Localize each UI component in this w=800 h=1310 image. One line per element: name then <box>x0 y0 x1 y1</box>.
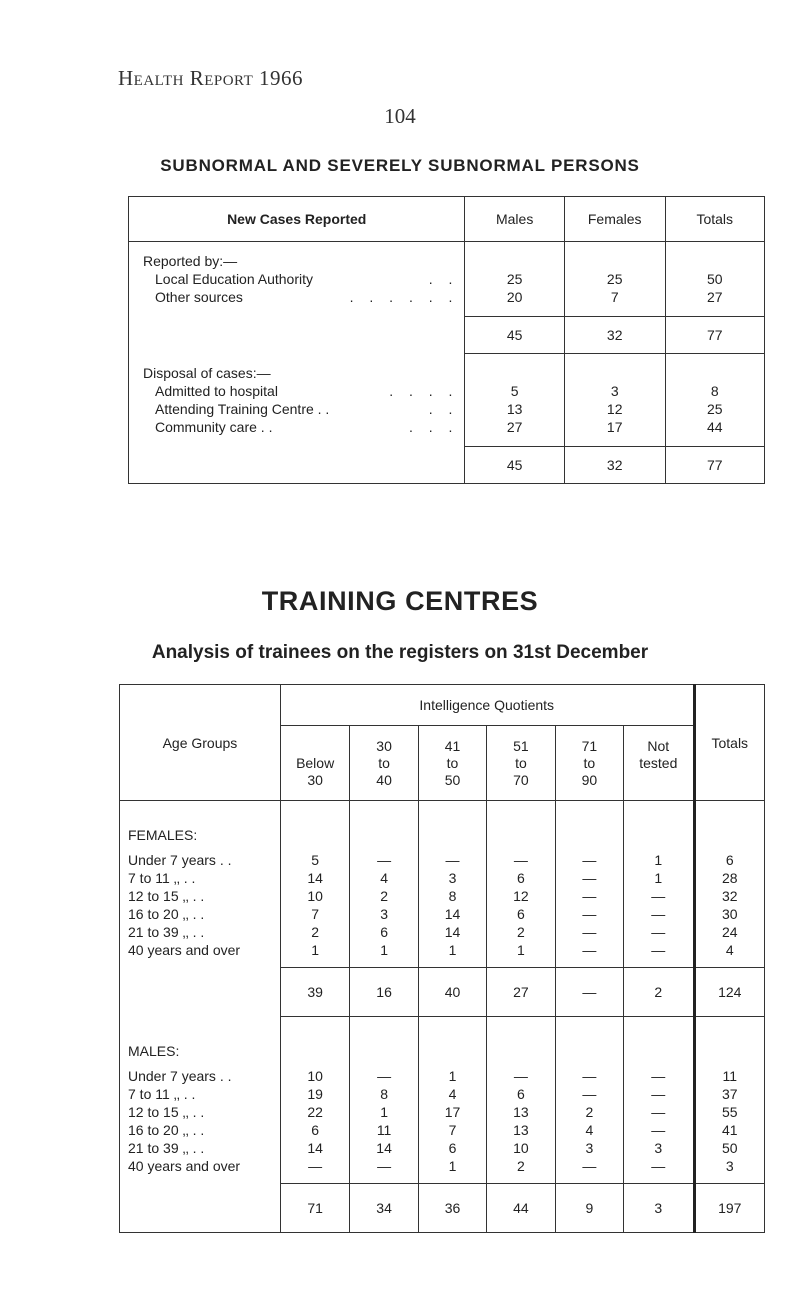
iq-total: 71 <box>280 1184 349 1233</box>
value-cell <box>280 843 349 851</box>
value-cell <box>350 843 418 851</box>
table1-heading: SUBNORMAL AND SEVERELY SUBNORMAL PERSONS <box>160 156 640 175</box>
iq-value: 1 <box>280 941 349 959</box>
iq-value: 2 <box>280 923 349 941</box>
row-total: 28 <box>694 869 764 887</box>
iq-value: 10 <box>280 1067 349 1085</box>
row-total: 3 <box>694 1157 764 1175</box>
females-total: 32 <box>564 317 665 354</box>
page-header: Health Report 1966 <box>118 66 304 90</box>
col-header-males: Males <box>465 197 564 242</box>
row-total: 37 <box>694 1085 764 1103</box>
iq-value: — <box>624 1157 694 1175</box>
iq-total: 39 <box>280 968 349 1017</box>
iq-value: 1 <box>418 1067 486 1085</box>
iq-value: — <box>487 1067 555 1085</box>
training-centres-heading: TRAINING CENTRES <box>261 586 539 616</box>
iq-value: 6 <box>280 1121 349 1139</box>
iq-value: 2 <box>487 923 555 941</box>
iq-value: 4 <box>555 1121 623 1139</box>
iq-value: — <box>555 1157 623 1175</box>
section-label: MALES: <box>120 1017 281 1060</box>
iq-value: 4 <box>350 869 418 887</box>
iq-value: 8 <box>350 1085 418 1103</box>
iq-col-header-line: Below <box>296 754 335 771</box>
row-total: 24 <box>694 923 764 941</box>
iq-col-header-line: 30 <box>307 771 323 788</box>
col-header-females: Females <box>564 197 665 242</box>
value-cell <box>624 1059 694 1067</box>
iq-col-header-line: 70 <box>513 771 529 788</box>
leader-dots: . . . <box>408 419 459 435</box>
table-row <box>120 1139 765 1157</box>
value-cell <box>555 1017 623 1060</box>
females-total: 32 <box>564 447 665 484</box>
iq-col-header-line: to <box>446 754 459 771</box>
iq-total: 44 <box>487 1184 555 1233</box>
value-cell <box>487 1017 555 1060</box>
value-cell <box>350 1175 418 1184</box>
value-cell <box>624 801 694 844</box>
iq-value: 6 <box>350 923 418 941</box>
age-cell <box>120 1059 281 1067</box>
iq-value: — <box>624 1103 694 1121</box>
iq-value: 11 <box>350 1121 418 1139</box>
value-cell <box>280 1175 349 1184</box>
age-group: 16 to 20 ‚‚ . . <box>120 1121 281 1139</box>
age-group: Under 7 years . . <box>120 1067 281 1085</box>
iq-value: 1 <box>624 851 694 869</box>
total-row <box>129 447 765 484</box>
age-cell <box>120 1175 281 1184</box>
age-cell <box>120 959 281 968</box>
iq-total: 3 <box>624 1184 694 1233</box>
iq-col-header-line: 41 <box>444 737 461 754</box>
age-group: 12 to 15 ‚‚ . . <box>120 1103 281 1121</box>
row-total: 11 <box>694 1067 764 1085</box>
leader-dots: . . <box>428 401 459 417</box>
iq-value: 7 <box>280 905 349 923</box>
value-cell <box>555 843 623 851</box>
iq-value: — <box>555 851 623 869</box>
leader-dots: . . . . <box>389 383 459 399</box>
value-cell <box>555 1175 623 1184</box>
total-cell <box>694 1017 764 1060</box>
value-cell <box>555 1059 623 1067</box>
iq-value: 10 <box>280 887 349 905</box>
iq-col-header-line <box>624 772 692 789</box>
iq-value: 19 <box>280 1085 349 1103</box>
age-cell <box>120 968 281 1017</box>
value-cell <box>418 1017 486 1060</box>
iq-value: 2 <box>555 1103 623 1121</box>
total-row <box>129 317 765 354</box>
value-cell <box>487 1059 555 1067</box>
males-total: 45 <box>465 317 564 354</box>
totals-value: 25 <box>706 401 723 417</box>
section-label: FEMALES: <box>120 801 281 844</box>
value-cell <box>487 843 555 851</box>
age-group: 21 to 39 ‚‚ . . <box>120 1139 281 1157</box>
iq-value: 14 <box>350 1139 418 1157</box>
value-cell <box>280 801 349 844</box>
iq-value: 6 <box>418 1139 486 1157</box>
iq-col-header-line <box>281 738 349 755</box>
value-cell <box>624 1175 694 1184</box>
iq-col-header <box>555 726 623 801</box>
row-label: Community care . . <box>155 419 273 435</box>
value-cell <box>487 801 555 844</box>
males-value: 13 <box>465 400 564 418</box>
row-label: Other sources <box>155 289 243 305</box>
iq-value: 5 <box>280 851 349 869</box>
iq-header: Intelligence Quotients <box>280 685 694 726</box>
iq-value: 3 <box>555 1139 623 1157</box>
iq-col-header-line: Not <box>647 737 670 754</box>
value-cell <box>418 1059 486 1067</box>
iq-value: 3 <box>350 905 418 923</box>
iq-value: 1 <box>624 869 694 887</box>
table-row <box>129 400 765 418</box>
value-cell <box>555 959 623 968</box>
iq-col-header-line: 90 <box>581 771 598 788</box>
totals-value: 8 <box>710 383 719 399</box>
row-total: 6 <box>694 851 764 869</box>
iq-value: — <box>555 1067 623 1085</box>
value-cell <box>280 1059 349 1067</box>
age-cell <box>120 1184 281 1233</box>
iq-total: 40 <box>418 968 486 1017</box>
iq-total: 36 <box>418 1184 486 1233</box>
iq-col-header-line: tested <box>639 754 678 771</box>
iq-value: 6 <box>487 1085 555 1103</box>
total-cell <box>694 959 764 968</box>
section-label: Reported by:— <box>129 252 465 270</box>
table-row <box>120 941 765 959</box>
iq-value: 6 <box>487 869 555 887</box>
iq-value: — <box>624 923 694 941</box>
males-value: 20 <box>465 288 564 306</box>
total-row <box>120 968 765 1017</box>
iq-col-header-line: 50 <box>444 771 461 788</box>
table-row <box>129 418 765 436</box>
table-row <box>129 382 765 400</box>
col-header-totals: Totals <box>665 197 764 242</box>
iq-value: — <box>624 905 694 923</box>
males-value: 25 <box>465 270 564 288</box>
iq-col-header-line: 30 <box>376 737 392 754</box>
iq-value: 4 <box>418 1085 486 1103</box>
iq-value: — <box>624 1067 694 1085</box>
value-cell <box>280 959 349 968</box>
iq-col-header-line: to <box>515 754 527 771</box>
iq-value: 14 <box>280 1139 349 1157</box>
iq-col-header-line: to <box>378 754 390 771</box>
age-group: 21 to 39 ‚‚ . . <box>120 923 281 941</box>
grand-total: 197 <box>694 1184 764 1233</box>
iq-value: 1 <box>418 1157 486 1175</box>
iq-value: 1 <box>350 941 418 959</box>
iq-value: 17 <box>418 1103 486 1121</box>
iq-col-header-line: to <box>583 754 596 771</box>
females-value: 7 <box>564 288 665 306</box>
iq-value: — <box>350 851 418 869</box>
iq-value: 6 <box>487 905 555 923</box>
table-row <box>120 905 765 923</box>
iq-value: 3 <box>418 869 486 887</box>
age-cell <box>120 843 281 851</box>
table-row <box>120 851 765 869</box>
row-label: Local Education Authority <box>155 271 313 287</box>
iq-total: 34 <box>350 1184 418 1233</box>
age-group: 7 to 11 ‚‚ . . <box>120 1085 281 1103</box>
iq-value: — <box>418 851 486 869</box>
row-label: Admitted to hospital <box>155 383 278 399</box>
iq-col-header-line: 51 <box>513 737 529 754</box>
value-cell <box>350 801 418 844</box>
iq-col-header-line: 71 <box>581 737 598 754</box>
iq-total: 27 <box>487 968 555 1017</box>
iq-value: — <box>555 905 623 923</box>
iq-value: 1 <box>487 941 555 959</box>
totals-value: 50 <box>706 271 723 287</box>
iq-value: — <box>555 941 623 959</box>
value-cell <box>418 959 486 968</box>
value-cell <box>350 1017 418 1060</box>
age-group: 12 to 15 ‚‚ . . <box>120 887 281 905</box>
value-cell <box>487 959 555 968</box>
iq-value: — <box>555 1085 623 1103</box>
males-total: 45 <box>465 447 564 484</box>
table-row <box>120 1157 765 1175</box>
total-cell <box>694 1059 764 1067</box>
totals-total: 77 <box>665 317 764 354</box>
total-row <box>120 1184 765 1233</box>
iq-total: 2 <box>624 968 694 1017</box>
row-total: 41 <box>694 1121 764 1139</box>
table-row <box>120 1121 765 1139</box>
age-group: 7 to 11 ‚‚ . . <box>120 869 281 887</box>
training-centres-subheading: Analysis of trainees on the registers on 31st December <box>151 642 649 663</box>
iq-value: — <box>555 887 623 905</box>
males-value: 27 <box>465 418 564 436</box>
iq-value: 7 <box>418 1121 486 1139</box>
value-cell <box>418 801 486 844</box>
iq-value: 2 <box>487 1157 555 1175</box>
iq-value: 14 <box>418 905 486 923</box>
iq-col-header <box>350 726 418 801</box>
iq-total: 9 <box>555 1184 623 1233</box>
iq-value: — <box>350 1067 418 1085</box>
row-total: 30 <box>694 905 764 923</box>
value-cell <box>418 1175 486 1184</box>
totals-value: 44 <box>706 419 723 435</box>
iq-value: — <box>487 851 555 869</box>
value-cell <box>624 1017 694 1060</box>
table-row <box>120 1067 765 1085</box>
iq-value: 10 <box>487 1139 555 1157</box>
table-row <box>129 288 765 306</box>
totals-header: Totals <box>694 685 764 801</box>
row-total: 50 <box>694 1139 764 1157</box>
iq-value: 1 <box>418 941 486 959</box>
col-header-cases: New Cases Reported <box>129 197 465 242</box>
age-groups-header: Age Groups <box>120 685 281 801</box>
value-cell <box>350 1059 418 1067</box>
females-value: 12 <box>564 400 665 418</box>
row-total: 4 <box>694 941 764 959</box>
iq-value: 1 <box>350 1103 418 1121</box>
total-cell <box>694 1175 764 1184</box>
row-total: 55 <box>694 1103 764 1121</box>
iq-value: 2 <box>350 887 418 905</box>
value-cell <box>350 959 418 968</box>
value-cell <box>624 843 694 851</box>
table-row <box>129 270 765 288</box>
table-row <box>120 1103 765 1121</box>
table-row <box>120 887 765 905</box>
females-value: 25 <box>564 270 665 288</box>
females-value: 3 <box>564 382 665 400</box>
totals-value: 27 <box>706 289 723 305</box>
iq-value: 12 <box>487 887 555 905</box>
table-row <box>120 869 765 887</box>
row-total: 32 <box>694 887 764 905</box>
males-value: 5 <box>465 382 564 400</box>
value-cell <box>487 1175 555 1184</box>
leader-dots: . . <box>428 271 459 287</box>
grand-total: 124 <box>694 968 764 1017</box>
age-group: 40 years and over <box>120 1157 281 1175</box>
value-cell <box>418 843 486 851</box>
section-label: Disposal of cases:— <box>129 364 465 382</box>
iq-value: 22 <box>280 1103 349 1121</box>
iq-value: 14 <box>280 869 349 887</box>
iq-value: 14 <box>418 923 486 941</box>
iq-value: — <box>624 1121 694 1139</box>
iq-value: — <box>555 869 623 887</box>
iq-value: — <box>555 923 623 941</box>
total-cell <box>694 843 764 851</box>
iq-value: 3 <box>624 1139 694 1157</box>
iq-col-header-line: 40 <box>376 771 392 788</box>
table-row <box>120 1085 765 1103</box>
row-label: Attending Training Centre . . <box>155 401 330 417</box>
value-cell <box>624 959 694 968</box>
trainees-table <box>119 684 765 1233</box>
iq-value: — <box>624 941 694 959</box>
iq-value: — <box>624 887 694 905</box>
iq-total: — <box>555 968 623 1017</box>
iq-col-header <box>487 726 555 801</box>
iq-value: — <box>350 1157 418 1175</box>
age-group: 40 years and over <box>120 941 281 959</box>
leader-dots: . . . . . . <box>349 289 459 305</box>
iq-col-header <box>280 726 349 801</box>
page-number: 104 <box>384 104 416 128</box>
total-cell <box>694 801 764 844</box>
iq-col-header <box>418 726 486 801</box>
value-cell <box>280 1017 349 1060</box>
females-value: 17 <box>564 418 665 436</box>
iq-value: 13 <box>487 1121 555 1139</box>
iq-col-header <box>624 726 694 801</box>
age-group: 16 to 20 ‚‚ . . <box>120 905 281 923</box>
value-cell <box>555 801 623 844</box>
iq-total: 16 <box>350 968 418 1017</box>
table-row <box>120 923 765 941</box>
iq-value: — <box>280 1157 349 1175</box>
new-cases-table <box>128 196 765 484</box>
totals-total: 77 <box>665 447 764 484</box>
iq-value: 8 <box>418 887 486 905</box>
age-group: Under 7 years . . <box>120 851 281 869</box>
iq-value: 13 <box>487 1103 555 1121</box>
iq-value: — <box>624 1085 694 1103</box>
